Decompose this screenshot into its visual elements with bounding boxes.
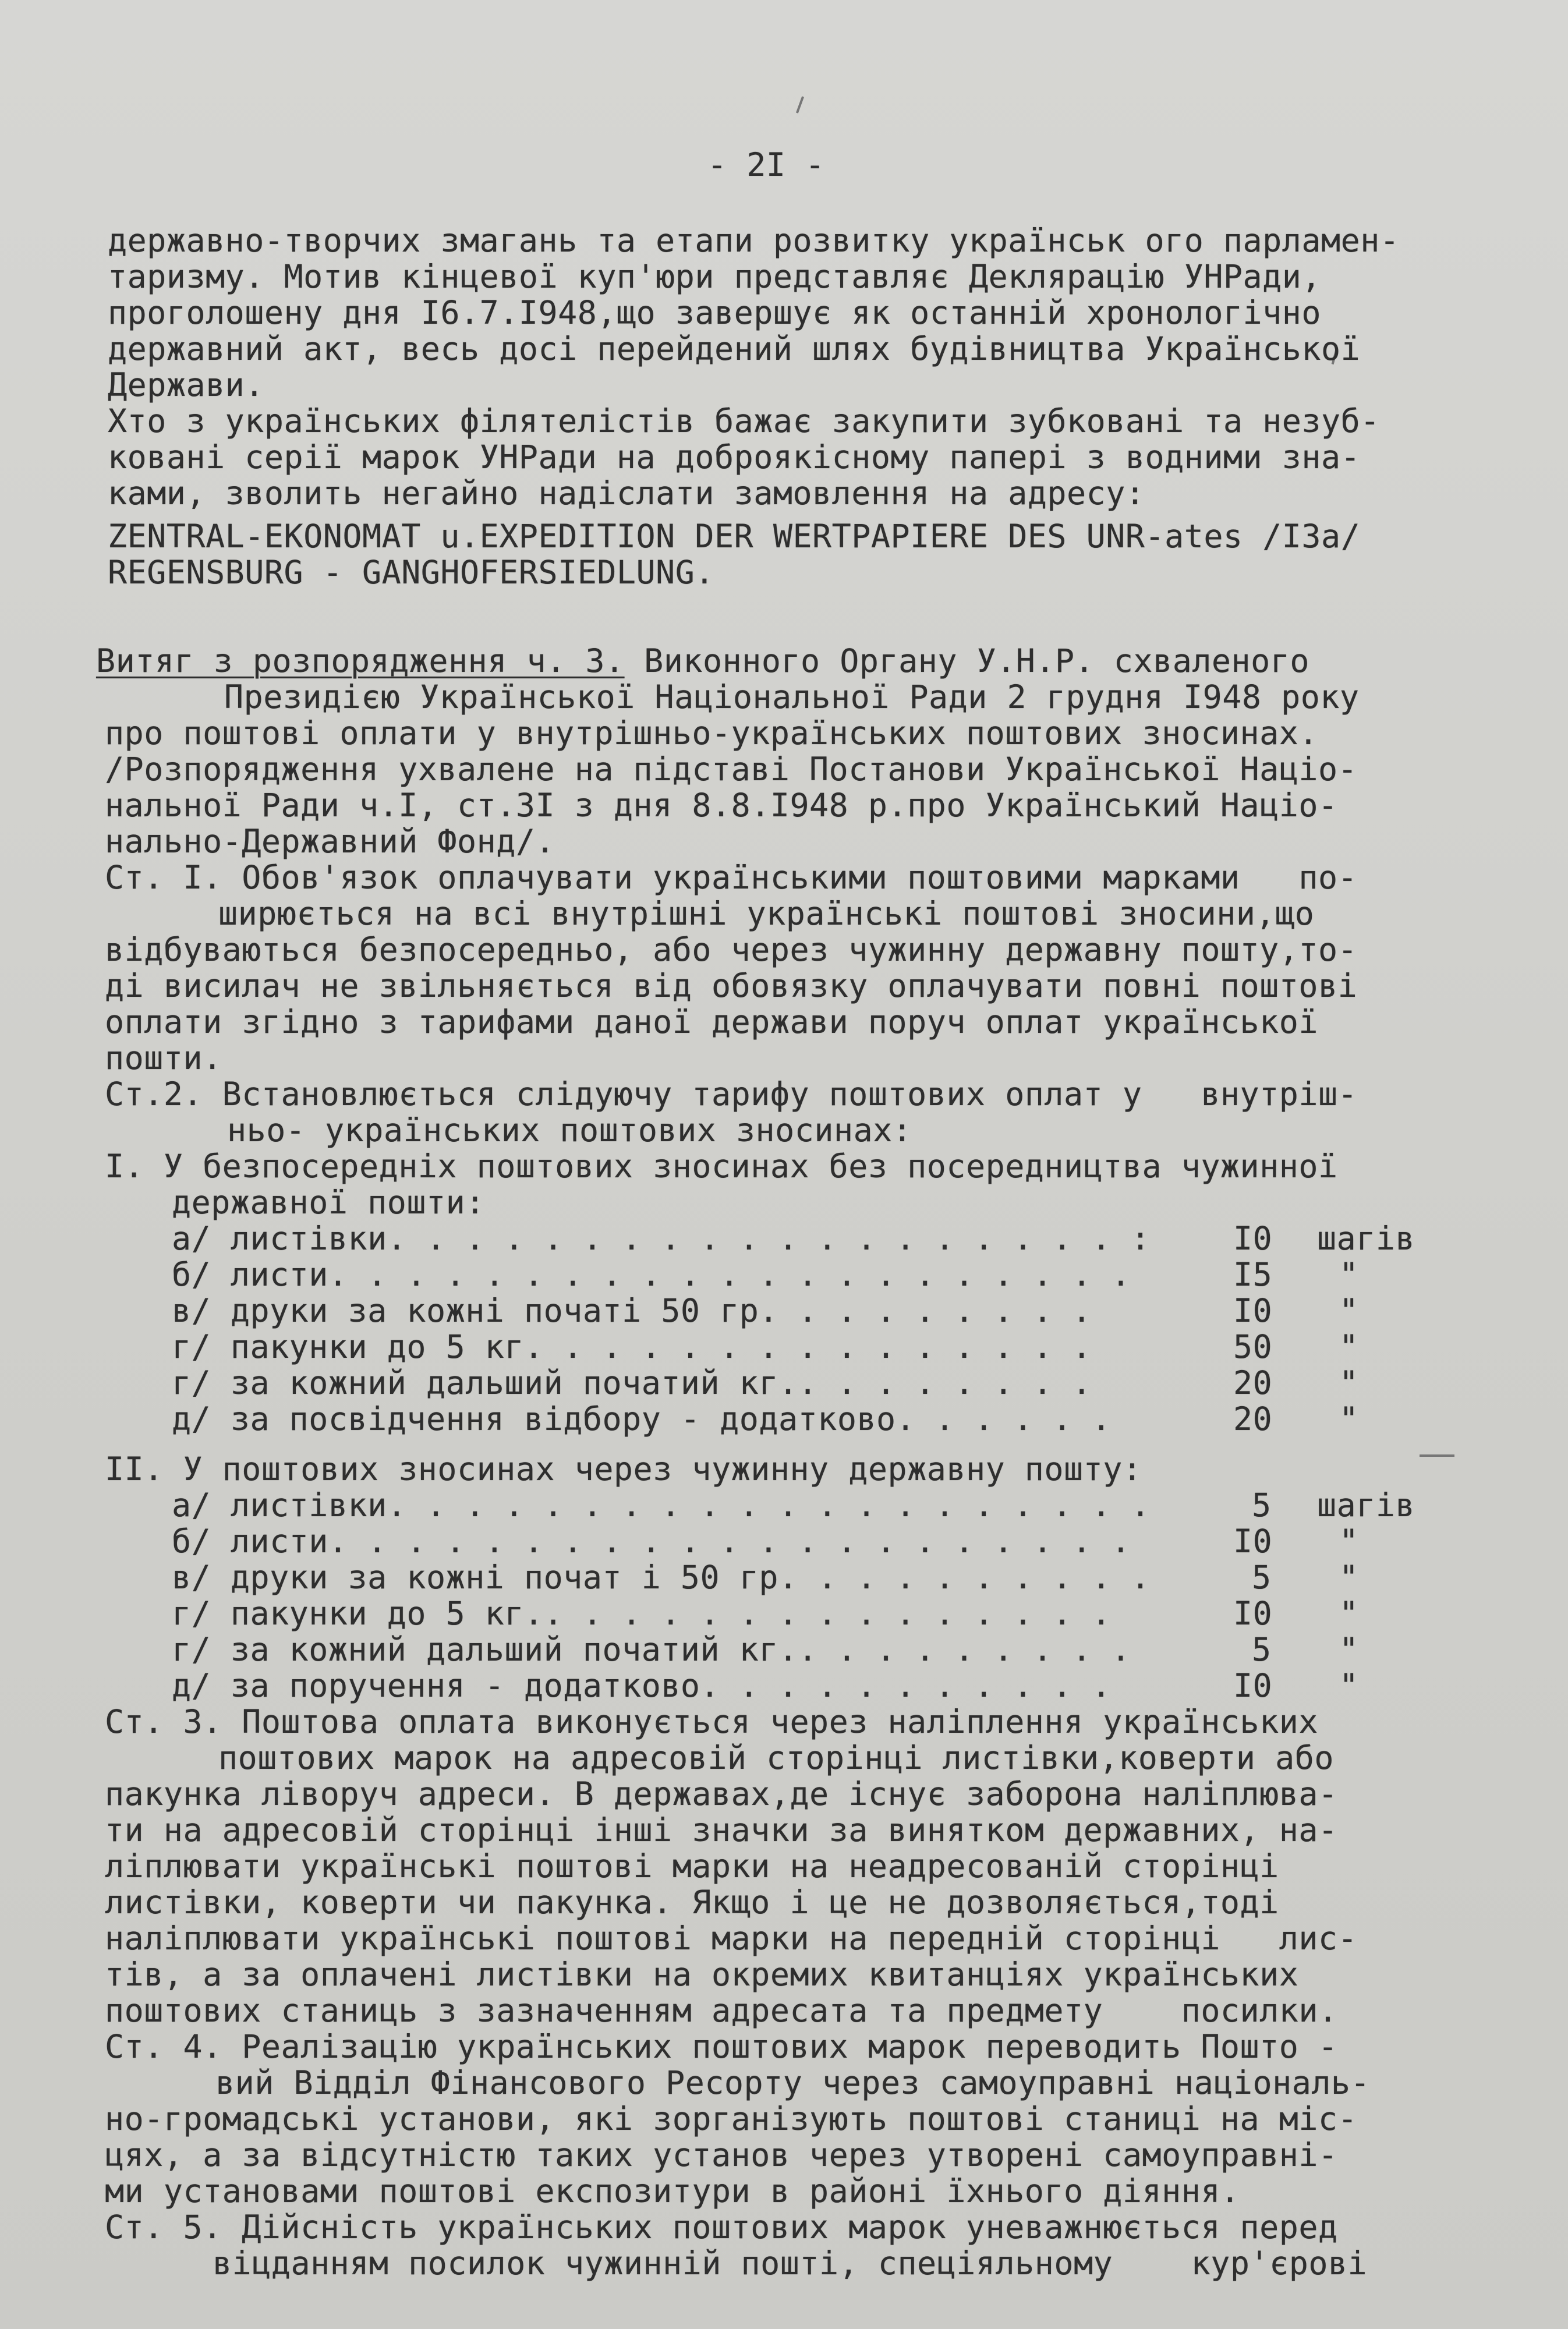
tariff-row-unit: " — [1339, 1631, 1359, 1668]
tariff-row-unit: " — [1339, 1523, 1359, 1560]
article-3-line: листівки, коверти чи пакунка. Якщо і це не дозволяється,тоді — [105, 1884, 1279, 1921]
tariff-row-label: в/ друки за кожні початі 50 гр. . . . . . . . . — [172, 1292, 1092, 1329]
extract-line: нальної Ради ч.І, ст.3І з дня 8.8.І948 р.про Український Націо- — [105, 787, 1338, 824]
article-2-line: ньо- українських поштових зносинах: — [227, 1112, 912, 1149]
tariff-row-label: б/ листи. . . . . . . . . . . . . . . . . . . . . — [172, 1256, 1131, 1293]
tariff-row-unit: " — [1339, 1559, 1359, 1596]
article-4-line: ми установами поштові експозитури в районі їхнього діяння. — [105, 2172, 1240, 2210]
tariff-row-value: I0 — [1233, 1292, 1273, 1329]
tariff-row-value: 20 — [1233, 1400, 1273, 1438]
tariff-row-label: г/ за кожний дальший початий кг.. . . . . . . . — [172, 1364, 1092, 1401]
tariff-row-value: I0 — [1233, 1523, 1273, 1560]
tariff-row-unit: " — [1339, 1364, 1359, 1401]
article-4-line: вий Відділ Фінансового Ресорту через самоуправні національ- — [215, 2064, 1371, 2101]
tariff-row-value: 50 — [1233, 1328, 1273, 1365]
margin-dash — [1420, 1454, 1454, 1457]
tariff-row-unit: " — [1339, 1292, 1359, 1329]
article-5-line: Ст. 5. Дійсність українських поштових марок уневажнюється перед — [105, 2208, 1338, 2246]
section-2-title: II. У поштових зносинах через чужинну державну пошту: — [105, 1450, 1142, 1488]
article-3-line: ліплювати українські поштові марки на неадресованій сторінці — [105, 1847, 1279, 1885]
extract-heading — [96, 643, 1309, 679]
extract-line: про поштові оплати у внутрішньо-українських поштових зносинах. — [105, 714, 1318, 752]
tariff-row-label: г/ за кожний дальший початий кг.. . . . . . . . . — [172, 1631, 1131, 1668]
article-1-line: Ст. І. Обов'язок оплачувати українськими поштовими марками по- — [105, 859, 1358, 896]
tariff-row-label: а/ листівки. . . . . . . . . . . . . . . . . . . . — [172, 1486, 1151, 1524]
paragraph-line: проголошену дня І6.7.І948,що завершує як останній хронологічно — [108, 294, 1321, 331]
tariff-row-value: I0 — [1233, 1667, 1273, 1704]
tariff-row-value: 20 — [1233, 1364, 1273, 1401]
article-5-line: віцданням посилок чужинній пошті, спеціяльному кур'єрові — [213, 2245, 1368, 2282]
article-3-line: поштових марок на адресовій сторінці листівки,коверти або — [218, 1739, 1334, 1776]
article-1-line: ширюється на всі внутрішні українські поштові зносини,що — [218, 895, 1315, 932]
article-1-line: ді висилач не звільняється від обовязку оплачувати повні поштові — [105, 967, 1358, 1004]
tariff-row-label: д/ за посвідчення відбору - додатково. . . . . . — [172, 1400, 1112, 1438]
article-4-line: Ст. 4. Реалізацію українських поштових марок переводить Пошто - — [105, 2028, 1338, 2065]
tariff-row-label: б/ листи. . . . . . . . . . . . . . . . . . . . . — [172, 1523, 1131, 1560]
tariff-row-value: I5 — [1233, 1256, 1273, 1293]
article-4-line: но-громадські установи, які зорганізують поштові станиці на міс- — [105, 2100, 1358, 2137]
article-4-line: цях, а за відсутністю таких установ через утворені самоуправні- — [105, 2136, 1338, 2174]
article-3-line: поштових станиць з зазначенням адресата та предмету посилки. — [105, 1992, 1338, 2029]
paragraph-line: Держави. — [108, 366, 264, 403]
tariff-row-unit: " — [1339, 1595, 1359, 1632]
article-1-line: оплати згідно з тарифами даної держави поруч оплат української — [105, 1003, 1318, 1040]
extract-line: /Розпорядження ухвалене на підставі Постанови Української Націо- — [105, 751, 1358, 788]
tariff-row-label: г/ пакунки до 5 кг. . . . . . . . . . . . . . . — [172, 1328, 1092, 1365]
section-1-title: державної пошти: — [172, 1184, 485, 1221]
paragraph-line: державно-творчих змагань та етапи розвитку українськ ого парламен- — [108, 222, 1400, 259]
article-1-line: пошти. — [105, 1039, 222, 1077]
extract-heading-underlined: Витяг з розпорядження ч. 3. — [96, 642, 625, 679]
tariff-row-unit: " — [1339, 1328, 1359, 1365]
extract-line: Президією Української Національної Ради 2 грудня І948 року — [224, 678, 1360, 716]
paragraph-line: ковані серії марок УНРади на доброякісному папері з водними зна- — [108, 438, 1361, 476]
tariff-row-label: а/ листівки. . . . . . . . . . . . . . . . . . . : — [172, 1220, 1151, 1257]
article-3-line: Ст. 3. Поштова оплата виконується через наліплення українських — [105, 1703, 1318, 1740]
pencil-mark — [796, 96, 804, 114]
tariff-row-unit: " — [1339, 1667, 1359, 1704]
article-3-line: ти на адресовій сторінці інші значки за винятком державних, на- — [105, 1811, 1338, 1849]
extract-line: нально-Державний Фонд/. — [105, 823, 555, 860]
tariff-row-unit: шагів — [1317, 1220, 1415, 1257]
tariff-row-unit: " — [1339, 1400, 1359, 1438]
page-number: - 2I - — [707, 146, 825, 183]
tariff-row-value: 5 — [1252, 1631, 1272, 1668]
tariff-row-unit: шагів — [1317, 1486, 1415, 1524]
article-3-line: пакунка ліворуч адреси. В державах,де існує заборона наліплюва- — [105, 1775, 1338, 1813]
tariff-row-unit: " — [1339, 1256, 1359, 1293]
tariff-row-value: I0 — [1233, 1595, 1273, 1632]
section-1-title: I. У безпосередніх поштових зносинах без посередництва чужинної — [105, 1148, 1338, 1185]
extract-heading-rest: Виконного Органу У.Н.Р. схваленого — [624, 642, 1309, 679]
tariff-row-label: в/ друки за кожні почат і 50 гр. . . . . . . . . . — [172, 1559, 1151, 1596]
paragraph-line: державний акт, весь досі перейдений шлях будівництва Української — [108, 330, 1361, 367]
paragraph-line: Хто з українських філятелістів бажає закупити зубковані та незуб- — [108, 402, 1380, 440]
paragraph-line: таризму. Мотив кінцевої куп'юри представляє Деклярацію УНРади, — [108, 258, 1321, 295]
article-2-line: Ст.2. Встановлюється слідуючу тарифу поштових оплат у внутріш- — [105, 1075, 1358, 1113]
tariff-row-label: г/ пакунки до 5 кг.. . . . . . . . . . . . . . . — [172, 1595, 1112, 1632]
address-line: REGENSBURG - GANGHOFERSIEDLUNG. — [108, 554, 714, 591]
tariff-row-value: 5 — [1252, 1559, 1272, 1596]
tariff-row-value: I0 — [1233, 1220, 1273, 1257]
paragraph-line: ками, зволить негайно надіслати замовлення на адресу: — [108, 475, 1145, 512]
article-3-line: наліплювати українські поштові марки на передній сторінці лис- — [105, 1920, 1358, 1957]
article-3-line: тів, а за оплачені листівки на окремих квитанціях українських — [105, 1956, 1299, 1993]
tariff-row-label: д/ за поручення - додатково. . . . . . . . . . . — [172, 1667, 1112, 1704]
article-1-line: відбуваються безпосередньо, або через чужинну державну пошту,то- — [105, 931, 1358, 968]
address-line: ZENTRAL-EKONOMAT u.EXPEDITION DER WERTPAPIERE DES UNR-ates /I3a/ — [108, 518, 1361, 555]
tariff-row-value: 5 — [1252, 1486, 1272, 1524]
